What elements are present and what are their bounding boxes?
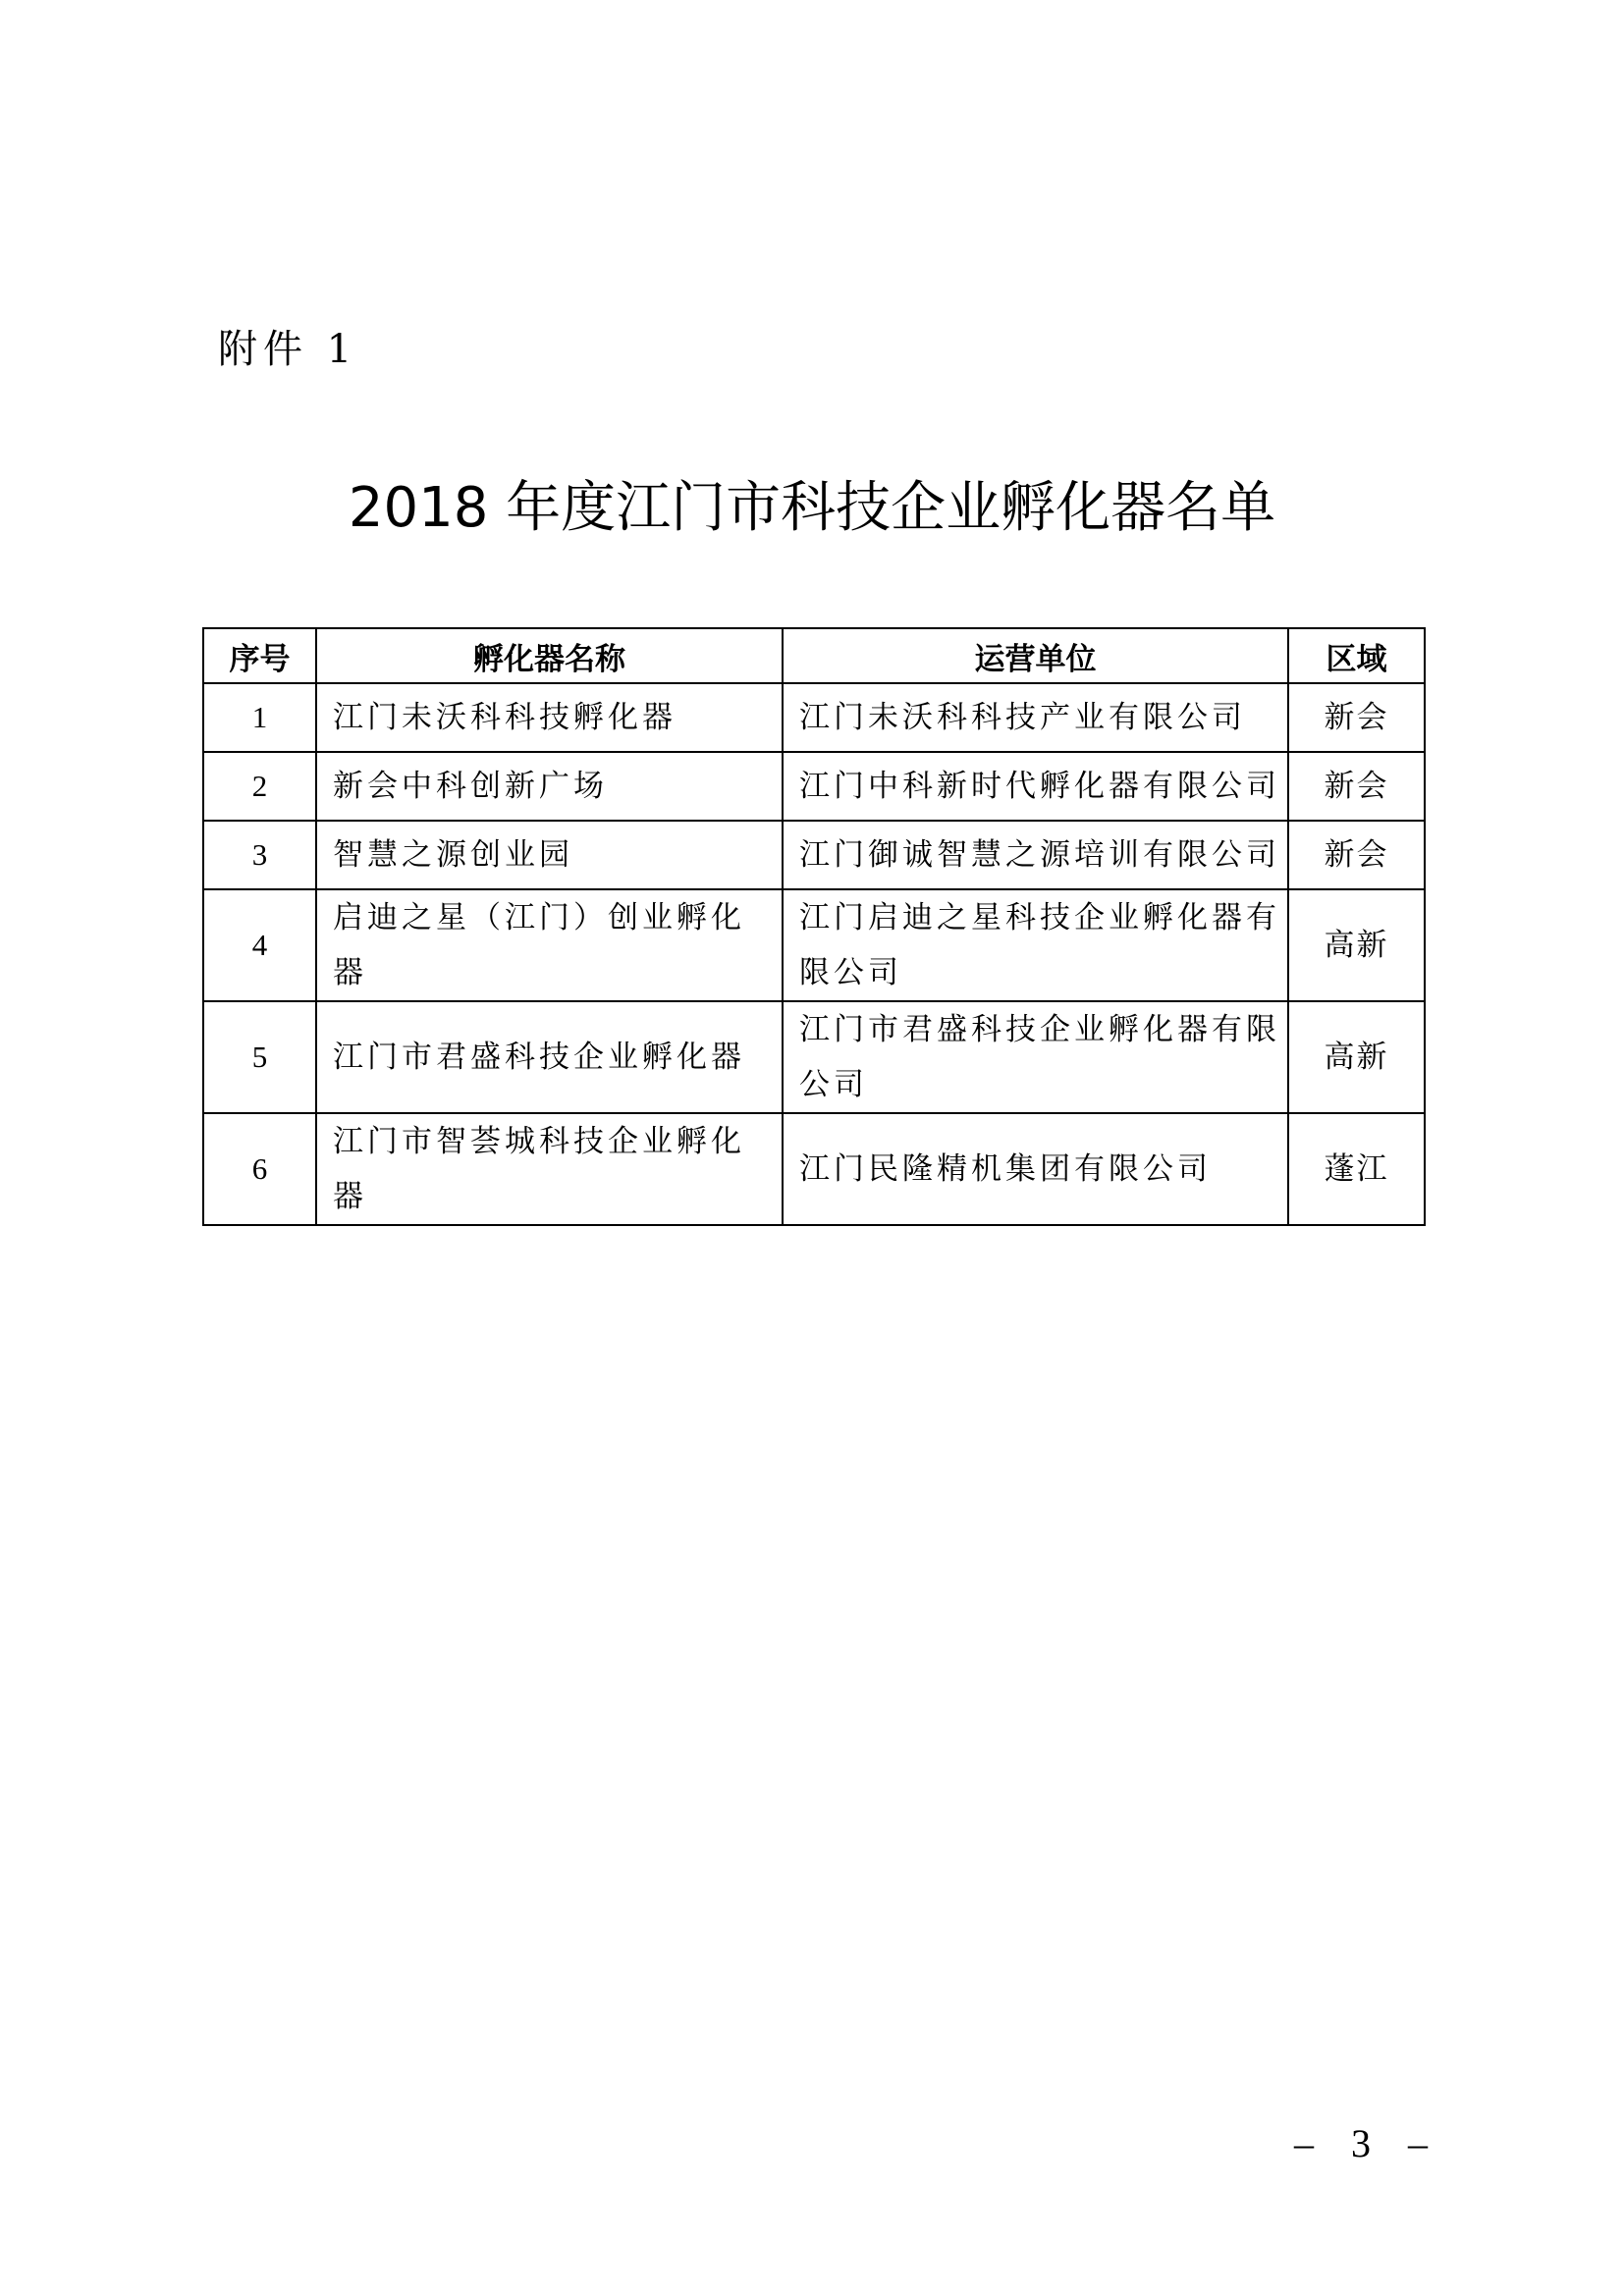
row-region: 高新 bbox=[1288, 889, 1425, 1001]
row-incubator-name: 江门市智荟城科技企业孵化器 bbox=[316, 1113, 783, 1225]
row-incubator-name: 江门市君盛科技企业孵化器 bbox=[316, 1001, 783, 1113]
table-row bbox=[203, 821, 1425, 889]
incubator-table bbox=[202, 627, 1424, 1226]
row-region: 新会 bbox=[1288, 752, 1425, 821]
row-incubator-name: 江门未沃科科技孵化器 bbox=[316, 683, 783, 752]
header-region: 区域 bbox=[1288, 628, 1425, 683]
row-no: 3 bbox=[203, 821, 316, 889]
row-operator: 江门民隆精机集团有限公司 bbox=[783, 1113, 1288, 1225]
row-operator: 江门市君盛科技企业孵化器有限公司 bbox=[783, 1001, 1288, 1113]
table-row bbox=[203, 683, 1425, 752]
row-no: 4 bbox=[203, 889, 316, 1001]
row-incubator-name: 新会中科创新广场 bbox=[316, 752, 783, 821]
row-no: 6 bbox=[203, 1113, 316, 1225]
attachment-label: 附件 1 bbox=[218, 327, 358, 372]
row-incubator-name: 启迪之星（江门）创业孵化器 bbox=[316, 889, 783, 1001]
row-no: 5 bbox=[203, 1001, 316, 1113]
header-operator: 运营单位 bbox=[783, 628, 1288, 683]
table-row bbox=[203, 889, 1425, 1001]
table-row bbox=[203, 1113, 1425, 1225]
header-no: 序号 bbox=[203, 628, 316, 683]
row-region: 高新 bbox=[1288, 1001, 1425, 1113]
table-row bbox=[203, 1001, 1425, 1113]
row-no: 2 bbox=[203, 752, 316, 821]
row-operator: 江门未沃科科技产业有限公司 bbox=[783, 683, 1288, 752]
row-region: 蓬江 bbox=[1288, 1113, 1425, 1225]
table-row bbox=[203, 752, 1425, 821]
header-incubator-name: 孵化器名称 bbox=[316, 628, 783, 683]
row-incubator-name: 智慧之源创业园 bbox=[316, 821, 783, 889]
row-region: 新会 bbox=[1288, 683, 1425, 752]
row-operator: 江门中科新时代孵化器有限公司 bbox=[783, 752, 1288, 821]
document-title: 2018 年度江门市科技企业孵化器名单 bbox=[348, 476, 1276, 540]
row-operator: 江门启迪之星科技企业孵化器有限公司 bbox=[783, 889, 1288, 1001]
row-no: 1 bbox=[203, 683, 316, 752]
row-operator: 江门御诚智慧之源培训有限公司 bbox=[783, 821, 1288, 889]
row-region: 新会 bbox=[1288, 821, 1425, 889]
table-header-row bbox=[203, 628, 1425, 683]
page-number: – 3 – bbox=[1294, 2121, 1441, 2165]
